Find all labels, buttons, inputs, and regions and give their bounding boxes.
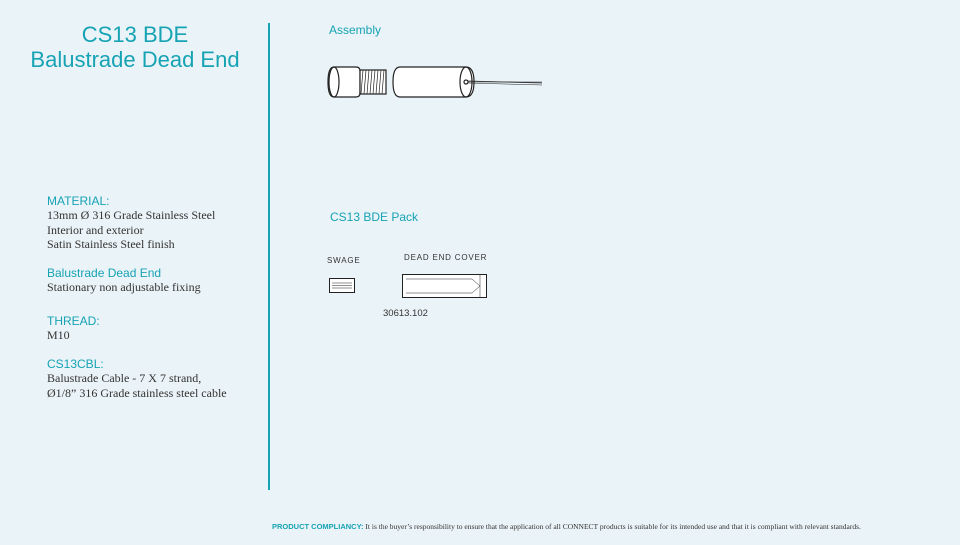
title-line-1: CS13 BDE bbox=[81, 22, 189, 47]
page-title bbox=[0, 22, 270, 72]
vertical-divider bbox=[268, 23, 270, 490]
dead-end-cover-label: DEAD END COVER bbox=[404, 253, 488, 262]
spec-heading: MATERIAL: bbox=[47, 194, 110, 208]
title-line-2: Balustrade Dead End bbox=[30, 47, 240, 72]
spec-line: Interior and exterior bbox=[47, 222, 144, 237]
spec-line: M10 bbox=[47, 328, 70, 342]
dead-end-cover-drawing bbox=[402, 274, 492, 300]
spec-line: Satin Stainless Steel finish bbox=[47, 237, 175, 251]
swage-drawing bbox=[329, 278, 359, 295]
footer-heading: PRODUCT COMPLIANCY: bbox=[272, 522, 364, 531]
spec-line: 13mm Ø 316 Grade Stainless Steel bbox=[47, 208, 216, 222]
spec-line: Ø1/8” 316 Grade stainless steel cable bbox=[47, 385, 227, 400]
spec-thread bbox=[47, 314, 267, 343]
spec-line: Balustrade Cable - 7 X 7 strand, bbox=[47, 371, 202, 385]
spec-heading: CS13CBL: bbox=[47, 357, 104, 371]
swage-label: SWAGE bbox=[327, 256, 361, 265]
assembly-drawing bbox=[320, 60, 550, 110]
assembly-title: Assembly bbox=[329, 23, 382, 37]
product-compliancy-footer bbox=[272, 522, 952, 531]
footer-text: It is the buyer’s responsibility to ensure that the application of all CONNECT products is suitable for its intended use and that it is compliant with relevant standards. bbox=[363, 522, 861, 531]
spec-material bbox=[47, 194, 267, 252]
spec-line: Stationary non adjustable fixing bbox=[47, 280, 201, 294]
part-code: 30613.102 bbox=[383, 308, 428, 319]
spec-heading: Balustrade Dead End bbox=[47, 266, 162, 280]
spec-cable bbox=[47, 357, 267, 400]
spec-heading: THREAD: bbox=[47, 314, 100, 328]
pack-title: CS13 BDE Pack bbox=[330, 210, 419, 224]
spec-dead-end bbox=[47, 266, 267, 295]
